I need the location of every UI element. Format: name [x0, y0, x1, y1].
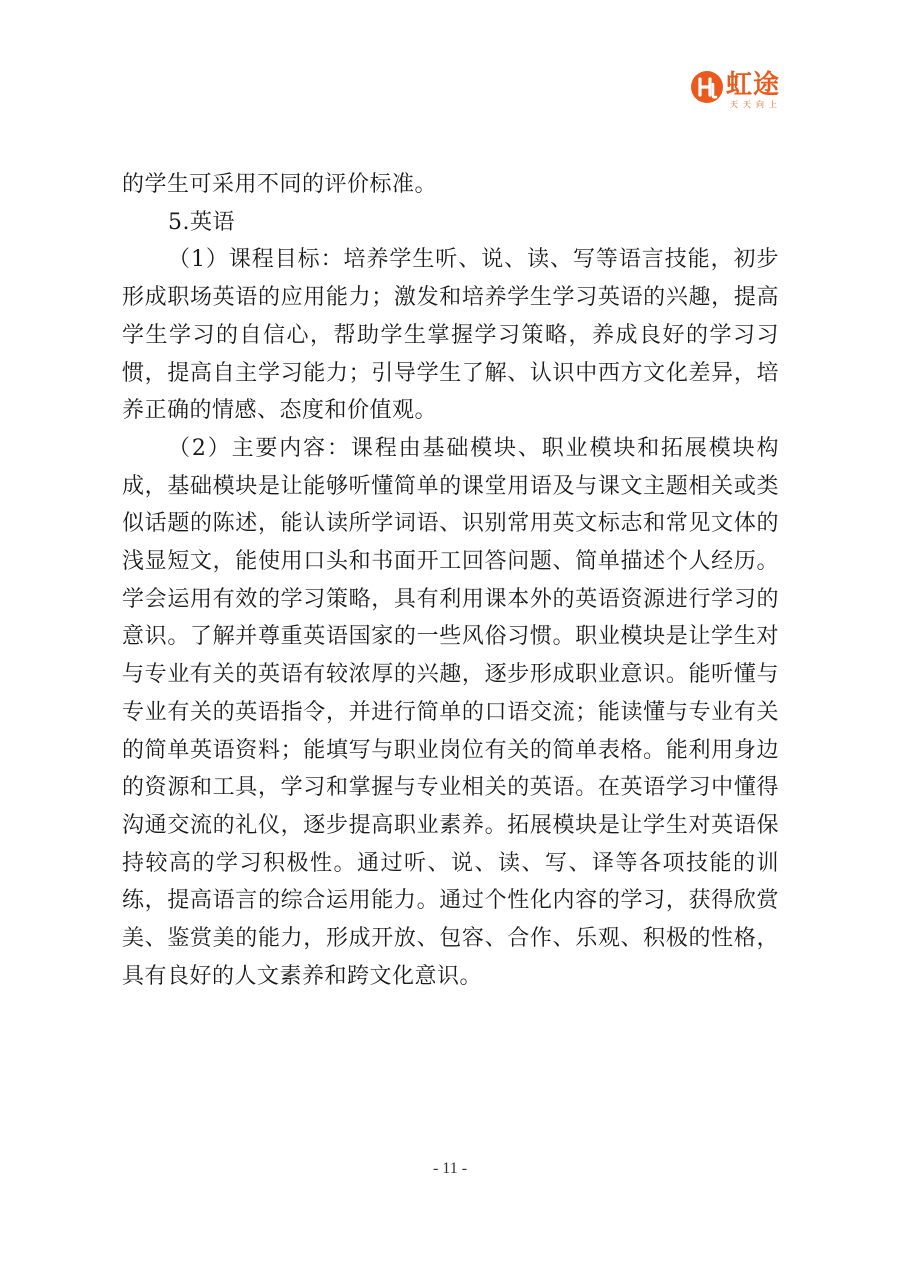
logo-tagline: 天天向上: [730, 100, 782, 109]
logo-mark-icon: [690, 70, 724, 104]
brand-logo: [690, 70, 802, 110]
logo-name: 虹途: [726, 70, 781, 100]
page-number: - 11 -: [432, 1160, 468, 1177]
document-body: [122, 166, 779, 995]
paragraph-course-objectives: （1）课程目标：培养学生听、说、读、写等语言技能，初步形成职场英语的应用能力；激发和培养学生学习英语的兴趣，提高学生学习的自信心，帮助学生掌握学习策略，养成良好的学习习惯，提高自主学习能力；引导学生了解、认识中西方文化差异，培养正确的情感、态度和价值观。: [122, 247, 779, 424]
paragraph-main-content: （2）主要内容：课程由基础模块、职业模块和拓展模块构成，基础模块是让能够听懂简单的课堂用语及与课文主题相关或类似话题的陈述，能认读所学词语、识别常用英文标志和常见文体的浅显短文，能使用口头和书面开工回答问题、简单描述个人经历。学会运用有效的学习策略，具有利用课本外的英语资源进行学习的意识。了解并尊重英语国家的一些风俗习惯。职业模块是让学生对与专业有关的英语有较浓厚的兴趣，逐步形成职业意识。能听懂与专业有关的英语指令，并进行简单的口语交流；能读懂与专业有关的简单英语资料；能填写与职业岗位有关的简单表格。能利用身边的资源和工具，学习和掌握与专业相关的英语。在英语学习中懂得沟通交流的礼仪，逐步提高职业素养。拓展模块是让学生对英语保持较高的学习积极性。通过听、说、读、写、译等各项技能的训练，提高语言的综合运用能力。通过个性化内容的学习，获得欣赏美、鉴赏美的能力，形成开放、包容、合作、乐观、积极的性格，具有良好的人文素养和跨文化意识。: [122, 435, 779, 989]
section-heading-english: 5.英语: [168, 209, 235, 235]
paragraph-continuation: 的学生可采用不同的评价标准。: [122, 172, 438, 197]
